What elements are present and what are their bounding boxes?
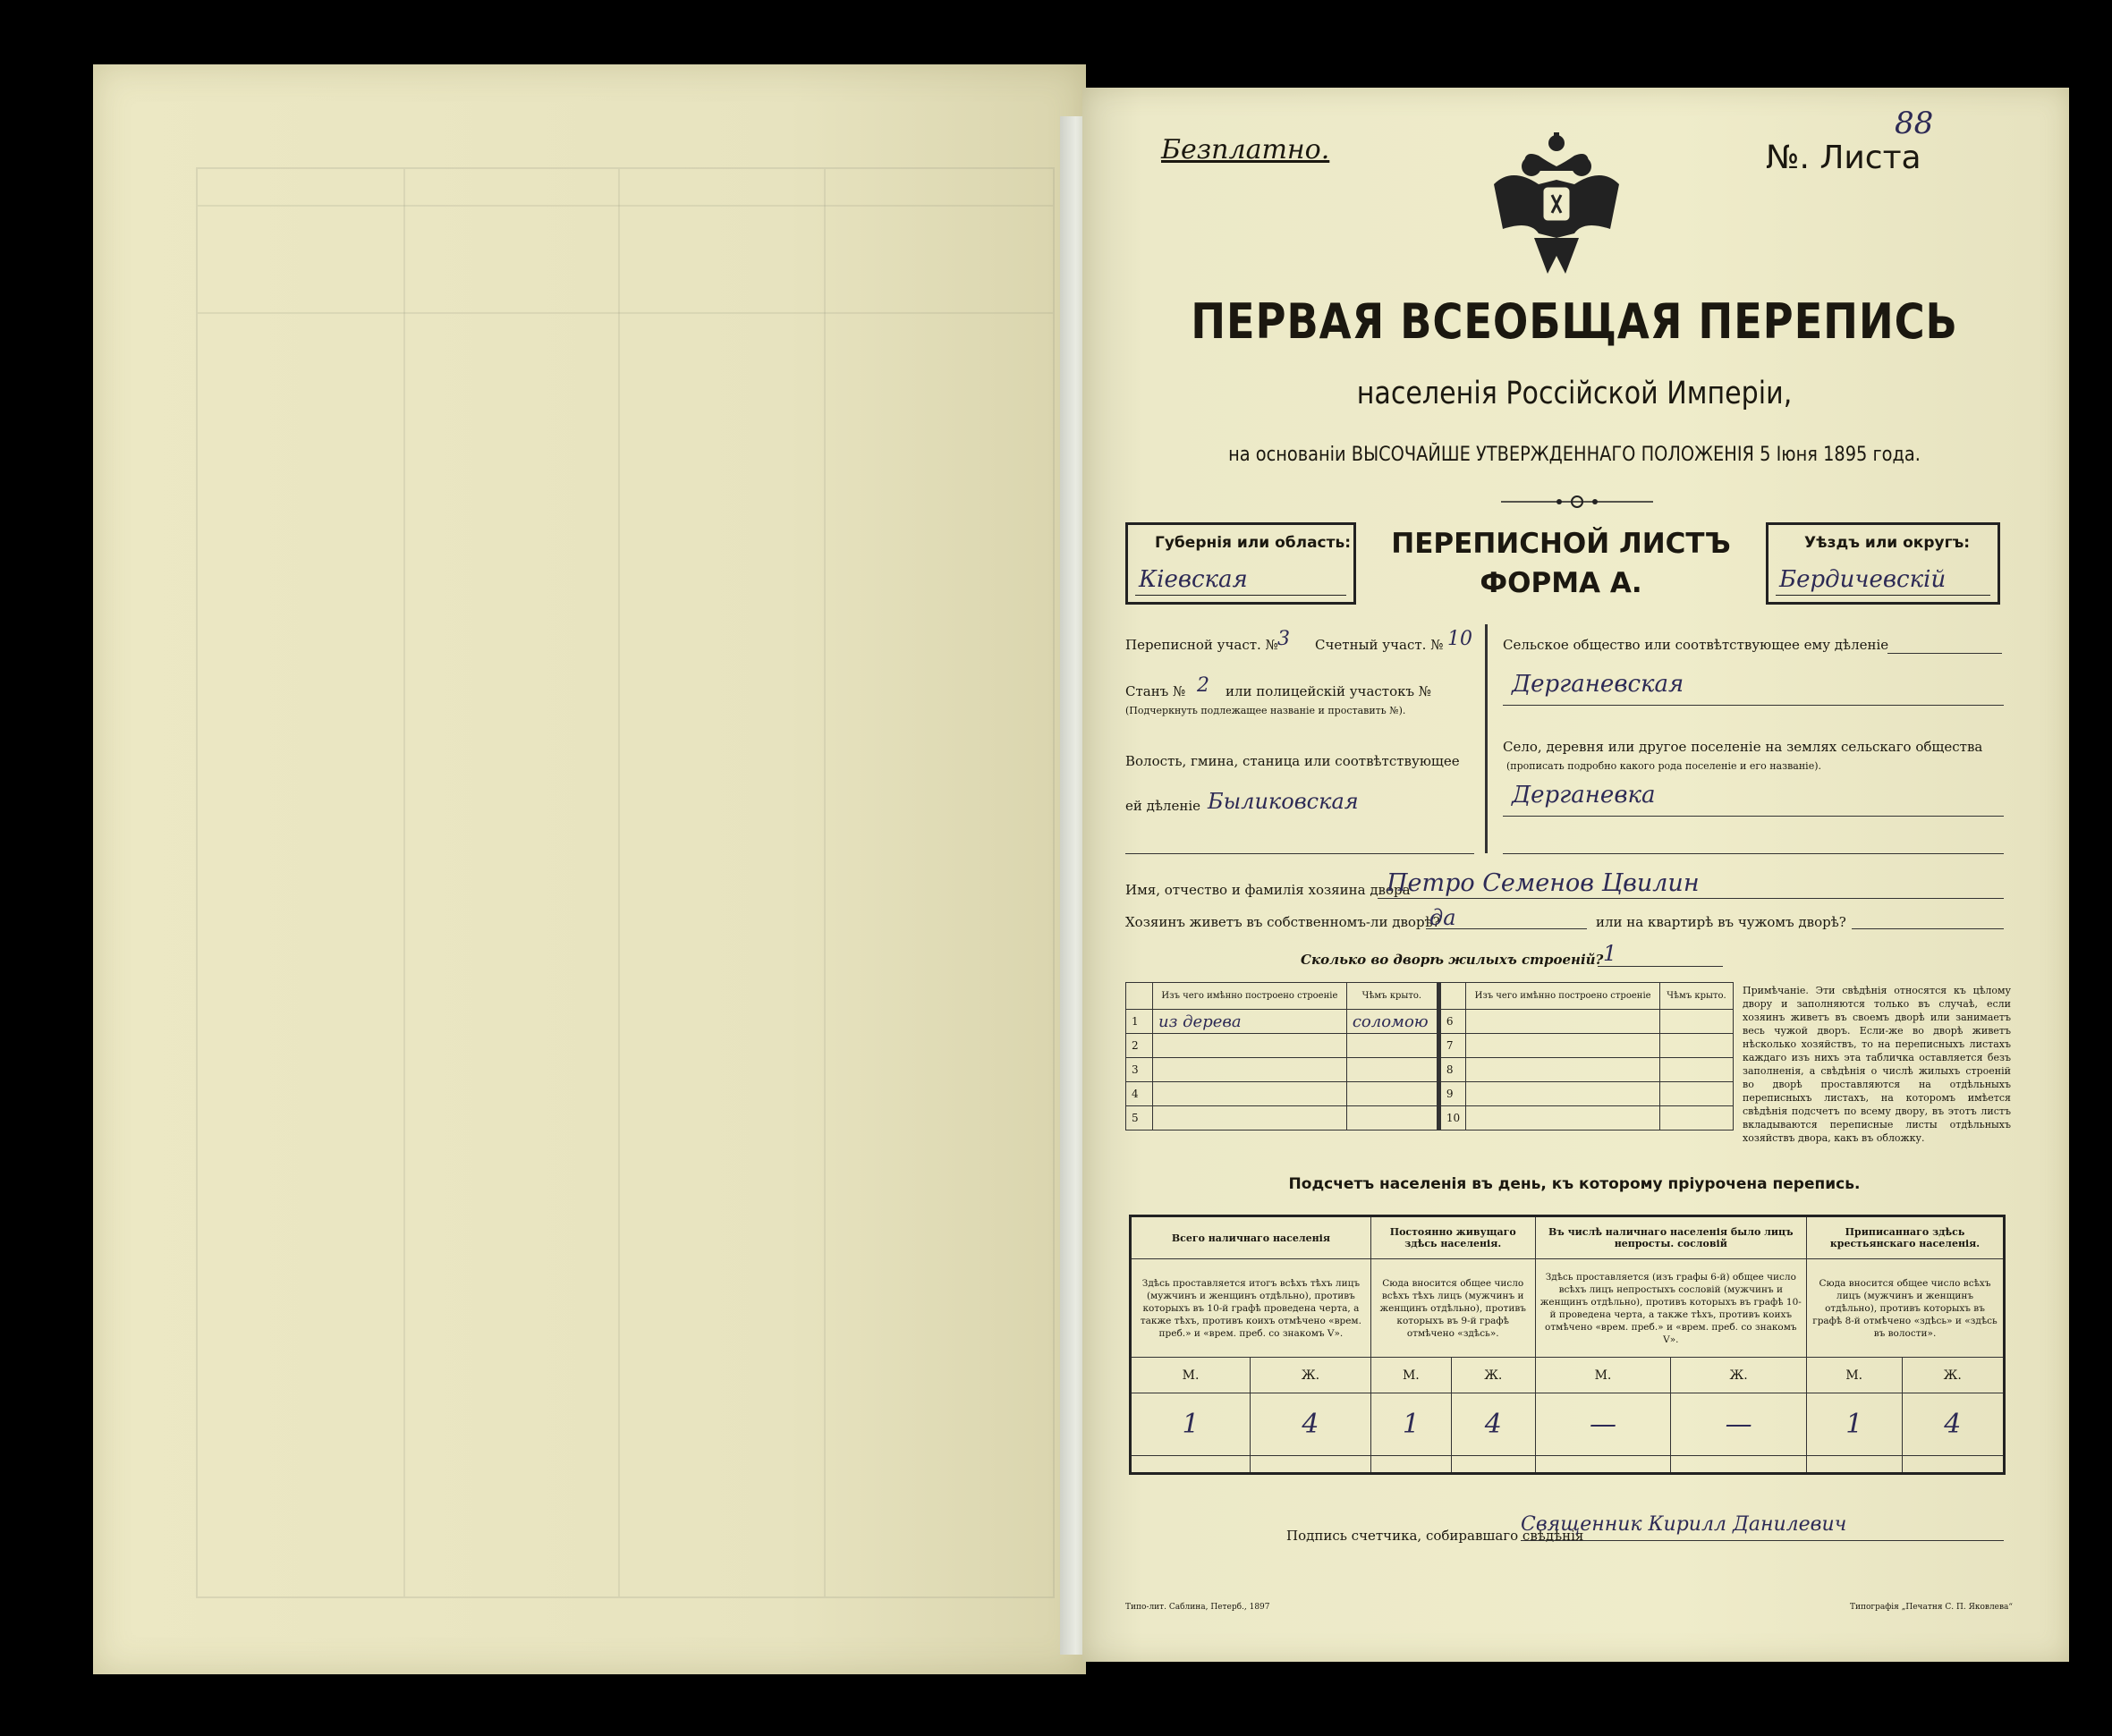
roof-cell bbox=[1346, 1082, 1438, 1106]
male-label: М. bbox=[1807, 1358, 1903, 1393]
material-cell: из дерева bbox=[1153, 1010, 1347, 1034]
signature-value: Священник Кирилл Данилевич bbox=[1521, 1513, 1847, 1536]
roof-cell bbox=[1659, 1082, 1733, 1106]
table-row bbox=[1126, 1082, 1734, 1106]
row-number: 2 bbox=[1126, 1034, 1153, 1058]
society-value: Дерганевская bbox=[1512, 671, 1684, 698]
buildings-header-roof-1: Чѣмъ крыто. bbox=[1346, 983, 1438, 1010]
form-legal-basis: на основаніи ВЫСОЧАЙШЕ УТВЕРЖДЕННАГО ПОЛОЖЕНІЯ 5 Іюня 1895 года. bbox=[1228, 444, 1921, 466]
male-label: М. bbox=[1370, 1358, 1451, 1393]
census-section-label: Переписной участ. № bbox=[1125, 637, 1278, 653]
population-table bbox=[1129, 1215, 2006, 1475]
village-label: Село, деревня или другое поселеніе на землях сельскаго общества bbox=[1503, 739, 1983, 755]
table-row bbox=[1126, 1010, 1734, 1034]
form-title: ПЕРВАЯ ВСЕОБЩАЯ ПЕРЕПИСЬ bbox=[1191, 293, 1958, 350]
bleed-through-grid bbox=[196, 167, 1055, 1598]
volost-value: Быликовская bbox=[1208, 789, 1359, 814]
district-label: Уѣздъ или округъ: bbox=[1804, 534, 1971, 552]
peasant-male-value: 1 bbox=[1807, 1393, 1903, 1456]
female-label: Ж. bbox=[1251, 1358, 1371, 1393]
left-page-blank bbox=[93, 64, 1086, 1674]
buildings-label: Сколько во дворѣ жилыхъ строеній? bbox=[1301, 952, 1604, 968]
material-cell bbox=[1466, 1082, 1660, 1106]
sheet-number-label: №. Листа bbox=[1766, 140, 1921, 176]
form-name bbox=[1355, 524, 1767, 603]
non-taxed-female-value: — bbox=[1671, 1393, 1807, 1456]
own-yard-label: Хозяинъ живетъ въ собственномъ-ли дворѣ? bbox=[1125, 914, 1440, 930]
census-section-value: 3 bbox=[1277, 628, 1290, 650]
signature-label: Подпись счетчика, собиравшаго свѣдѣнія bbox=[1286, 1528, 1584, 1544]
double-headed-eagle-emblem bbox=[1485, 131, 1628, 283]
row-number: 3 bbox=[1126, 1058, 1153, 1082]
buildings-header-material-2: Изъ чего имѣнно построено строеніе bbox=[1466, 983, 1660, 1010]
row-number: 9 bbox=[1438, 1082, 1465, 1106]
material-cell bbox=[1466, 1058, 1660, 1082]
village-value: Дерганевка bbox=[1512, 782, 1656, 809]
free-label: Безплатно. bbox=[1161, 134, 1330, 165]
count-section-label: Счетный участ. № bbox=[1315, 637, 1444, 653]
material-cell bbox=[1153, 1034, 1347, 1058]
pop-head-peasant: Приписаннаго здѣсь крестьянскаго населенія. bbox=[1807, 1216, 2005, 1259]
table-row bbox=[1126, 1106, 1734, 1131]
owner-value: Петро Семенов Цвилин bbox=[1387, 869, 1700, 897]
district-value: Бердичевскій bbox=[1779, 566, 1947, 593]
permanent-female-value: 4 bbox=[1451, 1393, 1535, 1456]
peasant-female-value: 4 bbox=[1902, 1393, 2005, 1456]
stan-note: (Подчеркнуть подлежащее названіе и проставить №). bbox=[1125, 705, 1406, 716]
province-label: Губернія или область: bbox=[1155, 534, 1352, 552]
buildings-note: Примѣчаніе. Эти свѣдѣнія относятся къ цѣлому двору и заполняются только въ случаѣ, если хозяинъ живетъ въ своемъ дворѣ или занимаетъ весь чужой дворъ. Если-же во дворѣ живетъ нѣсколько хозяйствъ, то на переписныхъ листахъ каждаго изъ нихъ эта табличка оставляется безъ заполненія, а свѣдѣнія о числѣ жилыхъ строеній во дворѣ проставляются на отдѣльныхъ переписныхъ листахъ, на которомъ имѣется свѣдѣнія подсчетъ по всему двору, въ этотъ листъ вкладываются переписные листы отдѣльныхъ хозяйствъ двора, какъ въ обложку. bbox=[1743, 985, 2011, 1144]
row-number: 8 bbox=[1438, 1058, 1465, 1082]
pop-desc-non-taxed: Здѣсь проставляется (изъ графы 6-й) общее число всѣхъ лицъ непростыхъ сословій (мужчинъ и женщинъ отдѣльно), противъ которыхъ въ графѣ 10-й проведена черта, а также тѣхъ, противъ коихъ отмѣчено «врем. преб.» и «врем. преб. со знакомъ V». bbox=[1535, 1259, 1806, 1358]
female-label: Ж. bbox=[1451, 1358, 1535, 1393]
column-divider bbox=[1485, 624, 1488, 853]
female-label: Ж. bbox=[1902, 1358, 2005, 1393]
stan-value: 2 bbox=[1197, 674, 1209, 697]
stan-label: Станъ № bbox=[1125, 683, 1186, 699]
count-section-value: 10 bbox=[1447, 628, 1472, 650]
roof-cell: соломою bbox=[1346, 1010, 1438, 1034]
roof-cell bbox=[1346, 1058, 1438, 1082]
row-number: 10 bbox=[1438, 1106, 1465, 1131]
non-taxed-male-value: — bbox=[1535, 1393, 1671, 1456]
roof-cell bbox=[1346, 1034, 1438, 1058]
material-cell bbox=[1153, 1082, 1347, 1106]
row-number: 4 bbox=[1126, 1082, 1153, 1106]
total-male-value: 1 bbox=[1131, 1393, 1251, 1456]
permanent-male-value: 1 bbox=[1370, 1393, 1451, 1456]
roof-cell bbox=[1659, 1010, 1733, 1034]
volost-label-2: ей дѣленіе bbox=[1125, 798, 1201, 814]
society-label: Сельское общество или соотвѣтствующее ему дѣленіе bbox=[1503, 637, 1889, 653]
district-box bbox=[1766, 522, 2000, 605]
pop-desc-peasant: Сюда вносится общее число всѣхъ лицъ (мужчинъ и женщинъ отдѣльно), противъ которыхъ въ графѣ 8-й отмѣчено «здѣсь» и «здѣсь въ волости». bbox=[1807, 1259, 2005, 1358]
female-label: Ж. bbox=[1671, 1358, 1807, 1393]
pop-desc-permanent: Сюда вносится общее число всѣхъ тѣхъ лицъ (мужчинъ и женщинъ отдѣльно), противъ которыхъ въ 9-й графѣ отмѣчено «здѣсь». bbox=[1370, 1259, 1535, 1358]
table-row bbox=[1126, 1034, 1734, 1058]
table-row bbox=[1126, 1058, 1734, 1082]
population-caption: Подсчетъ населенія въ день, къ которому пріурочена перепись. bbox=[1288, 1175, 1861, 1193]
own-yard-value: да bbox=[1429, 905, 1456, 930]
buildings-header-material-1: Изъ чего имѣнно построено строеніе bbox=[1153, 983, 1347, 1010]
province-value: Кіевская bbox=[1139, 566, 1248, 593]
material-cell bbox=[1466, 1106, 1660, 1131]
printer-imprint-right: Типографія „Печатня С. П. Яковлева“ bbox=[1850, 1603, 2014, 1612]
form-name-line2: ФОРМА А. bbox=[1480, 567, 1642, 599]
total-female-value: 4 bbox=[1251, 1393, 1371, 1456]
buildings-table bbox=[1125, 982, 1734, 1131]
row-number: 1 bbox=[1126, 1010, 1153, 1034]
province-box bbox=[1125, 522, 1356, 605]
roof-cell bbox=[1659, 1034, 1733, 1058]
roof-cell bbox=[1659, 1058, 1733, 1082]
ornament-divider bbox=[1501, 495, 1653, 509]
buildings-value: 1 bbox=[1603, 941, 1617, 966]
male-label: М. bbox=[1535, 1358, 1671, 1393]
pop-desc-total: Здѣсь проставляется итогъ всѣхъ тѣхъ лицъ (мужчинъ и женщинъ отдѣльно), противъ которыхъ въ 10-й графѣ проведена черта, а также тѣхъ, противъ коихъ отмѣчено «врем. преб.» и «врем. преб. со знакомъ V». bbox=[1131, 1259, 1371, 1358]
census-form-page bbox=[1082, 88, 2069, 1662]
form-subtitle: населенія Россійской Имперіи, bbox=[1356, 376, 1793, 411]
owner-label: Имя, отчество и фамилія хозяина двора bbox=[1125, 882, 1411, 898]
police-label: или полицейскій участокъ № bbox=[1226, 683, 1432, 699]
pop-head-non-taxed: Въ числѣ наличнаго населенія было лицъ непросты. сословій bbox=[1535, 1216, 1806, 1259]
pop-head-total: Всего наличнаго населенія bbox=[1131, 1216, 1371, 1259]
pop-head-permanent: Постоянно живущаго здѣсь населенія. bbox=[1370, 1216, 1535, 1259]
form-name-line1: ПЕРЕПИСНОЙ ЛИСТЪ bbox=[1391, 528, 1731, 560]
roof-cell bbox=[1659, 1106, 1733, 1131]
material-cell bbox=[1466, 1010, 1660, 1034]
printer-imprint-left: Типо-лит. Саблина, Петерб., 1897 bbox=[1125, 1603, 1270, 1612]
rent-label: или на квартирѣ въ чужомъ дворѣ? bbox=[1596, 914, 1846, 930]
village-note: (прописать подробно какого рода поселеніе и его названіе). bbox=[1506, 760, 1821, 772]
material-cell bbox=[1466, 1034, 1660, 1058]
sheet-number-value: 88 bbox=[1895, 106, 1934, 141]
row-number: 6 bbox=[1438, 1010, 1465, 1034]
roof-cell bbox=[1346, 1106, 1438, 1131]
material-cell bbox=[1153, 1106, 1347, 1131]
row-number: 5 bbox=[1126, 1106, 1153, 1131]
male-label: М. bbox=[1131, 1358, 1251, 1393]
material-cell bbox=[1153, 1058, 1347, 1082]
row-number: 7 bbox=[1438, 1034, 1465, 1058]
volost-label-1: Волость, гмина, станица или соотвѣтствующее bbox=[1125, 753, 1460, 769]
buildings-header-roof-2: Чѣмъ крыто. bbox=[1659, 983, 1733, 1010]
